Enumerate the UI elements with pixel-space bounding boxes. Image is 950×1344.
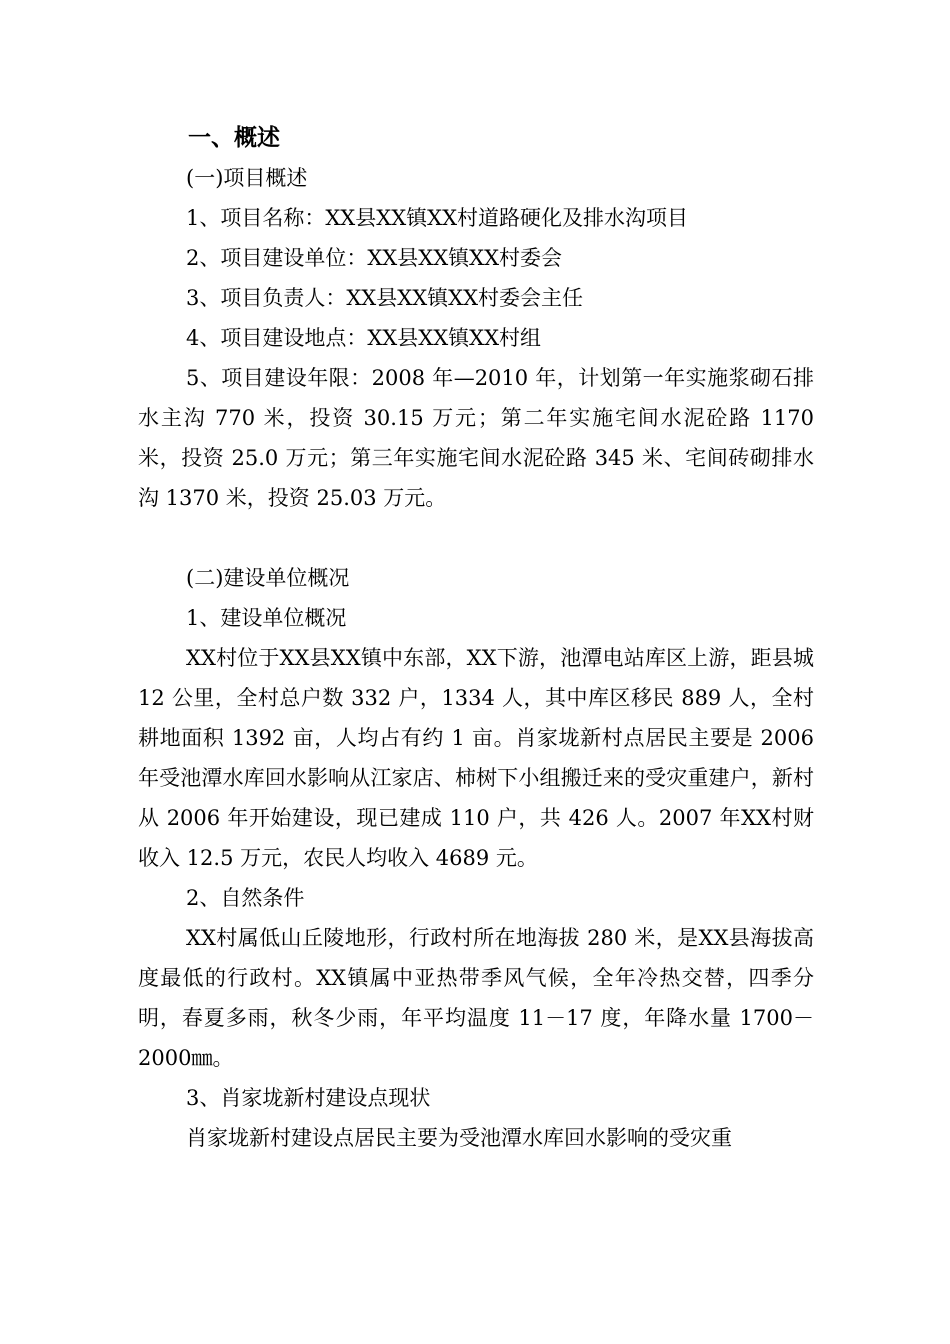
- natural-conditions-paragraph: XX村属低山丘陵地形，行政村所在地海拔 280 米，是XX县海拔高度最低的行政村。XX镇属中亚热带季风气候，全年冷热交替，四季分明，春夏多雨，秋冬少雨，年平均温度 11－17 度，年降水量 1700－2000㎜。: [138, 926, 814, 1070]
- site-status-paragraph: 肖家垅新村建设点居民主要为受池潭水库回水影响的受灾重: [186, 1126, 732, 1150]
- unit-overview-title: 1、建设单位概况: [186, 606, 347, 630]
- project-period-paragraph: 5、项目建设年限：2008 年—2010 年，计划第一年实施浆砌石排水主沟 770 米，投资 30.15 万元；第二年实施宅间水泥砼路 1170 米，投资 25.0 万元；第三年实施宅间水泥砼路 345 米、宅间砖砌排水沟 1370 米，投资 25.03 万元。: [138, 366, 814, 510]
- project-leader-line: 3、项目负责人：XX县XX镇XX村委会主任: [186, 286, 584, 310]
- project-unit-line: 2、项目建设单位：XX县XX镇XX村委会: [186, 246, 563, 270]
- project-location-line: 4、项目建设地点：XX县XX镇XX村组: [186, 326, 542, 350]
- document-body: [138, 118, 814, 1158]
- site-status-title: 3、肖家垅新村建设点现状: [186, 1086, 431, 1110]
- subsection-title-unit-overview: (二)建设单位概况: [186, 566, 350, 590]
- natural-conditions-title: 2、自然条件: [186, 886, 305, 910]
- paragraph-gap: [138, 518, 814, 558]
- section-heading: 一、概述: [188, 125, 280, 151]
- subsection-title-project-overview: (一)项目概述: [186, 166, 308, 190]
- project-name-line: 1、项目名称：XX县XX镇XX村道路硬化及排水沟项目: [186, 206, 689, 230]
- unit-overview-paragraph: XX村位于XX县XX镇中东部，XX下游，池潭电站库区上游，距县城 12 公里，全村总户数 332 户，1334 人，其中库区移民 889 人，全村耕地面积 1392 亩，人均占有约 1 亩。肖家垅新村点居民主要是 2006 年受池潭水库回水影响从江家店、柿树下小组搬迁来的受灾重建户，新村从 2006 年开始建设，现已建成 110 户，共 426 人。2007 年XX村财收入 12.5 万元，农民人均收入 4689 元。: [138, 646, 814, 870]
